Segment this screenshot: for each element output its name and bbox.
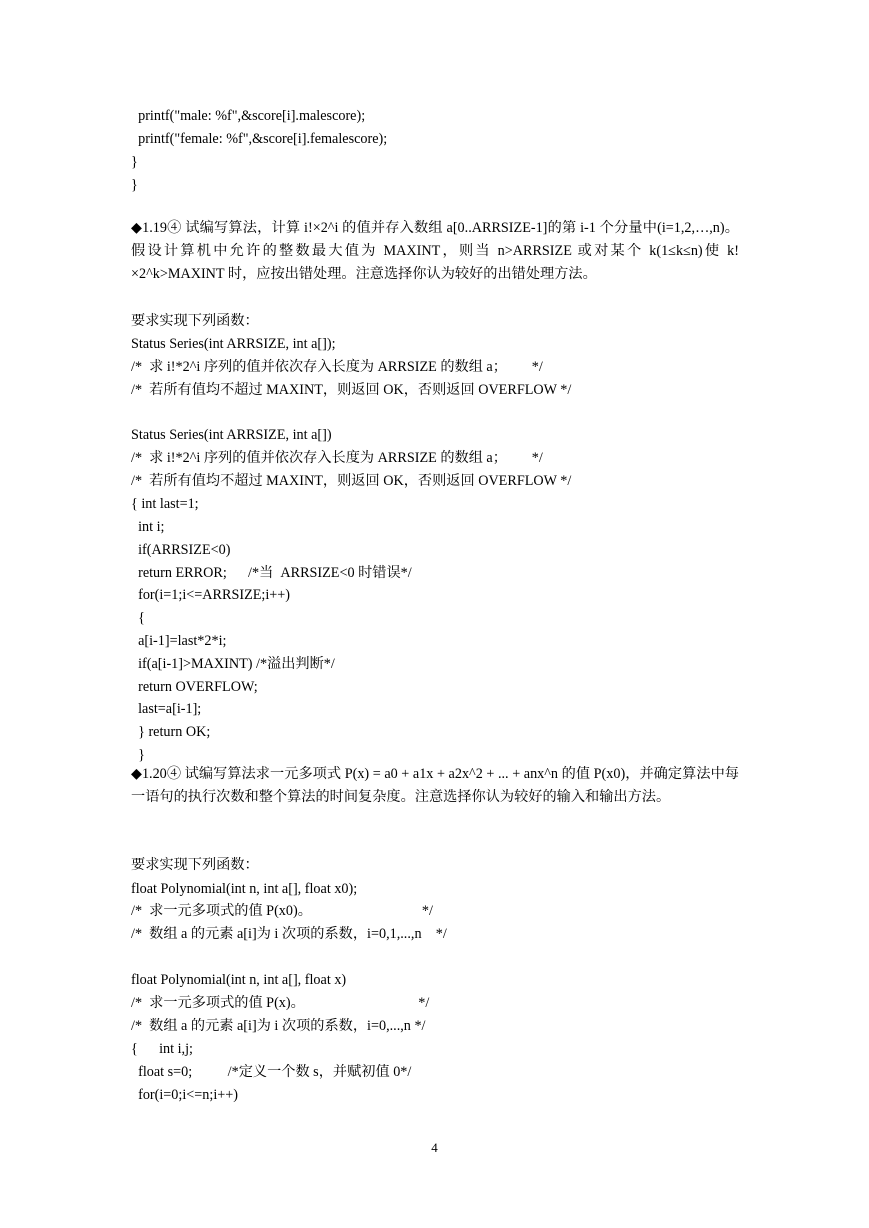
code-line: 要求实现下列函数： bbox=[131, 857, 259, 873]
code-line: } return OK; bbox=[131, 724, 211, 740]
code-line: } bbox=[131, 177, 138, 193]
code-line: printf("female: %f",&score[i].femalescore); bbox=[131, 131, 388, 147]
code-line: } bbox=[131, 154, 138, 170]
code-line: /* 求一元多项式的值 P(x)。 */ bbox=[131, 995, 430, 1011]
exercise-1-19-text: ◆1.19④ 试编写算法，计算 i!×2^i 的值并存入数组 a[0..ARRSIZE-1]的第 i-1 个分量中(i=1,2,…,n)。假设计算机中允许的整数最大值为 MAXINT，则当 n>ARRSIZE 或对某个 k(1≤k≤n)使 k!×2^k>MAXINT 时，应按出错处理。注意选择你认为较好的出错处理方法。 bbox=[131, 220, 739, 282]
code-line: for(i=0;i<=n;i++) bbox=[131, 1087, 238, 1103]
code-line: float Polynomial(int n, int a[], float x) bbox=[131, 972, 347, 988]
code-line: /* 若所有值均不超过 MAXINT，则返回 OK，否则返回 OVERFLOW */ bbox=[131, 382, 572, 398]
code-line: if(a[i-1]>MAXINT) /*溢出判断*/ bbox=[131, 656, 335, 672]
code-line: /* 若所有值均不超过 MAXINT，则返回 OK，否则返回 OVERFLOW */ bbox=[131, 473, 572, 489]
code-line: } bbox=[131, 747, 145, 763]
code-line: float s=0; /*定义一个数 s，并赋初值 0*/ bbox=[131, 1064, 412, 1080]
code-line: /* 数组 a 的元素 a[i]为 i 次项的系数，i=0,...,n */ bbox=[131, 1018, 426, 1034]
code-line: a[i-1]=last*2*i; bbox=[131, 633, 227, 649]
code-line: /* 求 i!*2^i 序列的值并依次存入长度为 ARRSIZE 的数组 a； */ bbox=[131, 359, 543, 375]
code-line: if(ARRSIZE<0) bbox=[131, 542, 231, 558]
code-line: 要求实现下列函数： bbox=[131, 313, 259, 329]
code-line: /* 求 i!*2^i 序列的值并依次存入长度为 ARRSIZE 的数组 a； */ bbox=[131, 450, 543, 466]
code-line: Status Series(int ARRSIZE, int a[]); bbox=[131, 336, 336, 352]
code-line: float Polynomial(int n, int a[], float x0); bbox=[131, 881, 358, 897]
code-line: /* 求一元多项式的值 P(x0)。 */ bbox=[131, 903, 433, 919]
code-line: for(i=1;i<=ARRSIZE;i++) bbox=[131, 587, 291, 603]
code-line: /* 数组 a 的元素 a[i]为 i 次项的系数，i=0,1,...,n */ bbox=[131, 926, 447, 942]
code-line: { int last=1; bbox=[131, 496, 199, 512]
code-line: printf("male: %f",&score[i].malescore); bbox=[131, 108, 366, 124]
exercise-1-20-text: ◆1.20④ 试编写算法求一元多项式 P(x) = a0 + a1x + a2x^2 + ... + anx^n 的值 P(x0)，并确定算法中每一语句的执行次数和整个算法的时间复杂度。注意选择你认为较好的输入和输出方法。 bbox=[131, 766, 739, 805]
code-line: { bbox=[131, 610, 145, 626]
code-line: Status Series(int ARRSIZE, int a[]) bbox=[131, 427, 332, 443]
code-line: return ERROR; /*当 ARRSIZE<0 时错误*/ bbox=[131, 565, 412, 581]
code-line: { int i,j; bbox=[131, 1041, 193, 1057]
code-line: int i; bbox=[131, 519, 165, 535]
code-line: return OVERFLOW; bbox=[131, 679, 258, 695]
page-number: 4 bbox=[431, 1140, 438, 1155]
code-line: last=a[i-1]; bbox=[131, 701, 202, 717]
